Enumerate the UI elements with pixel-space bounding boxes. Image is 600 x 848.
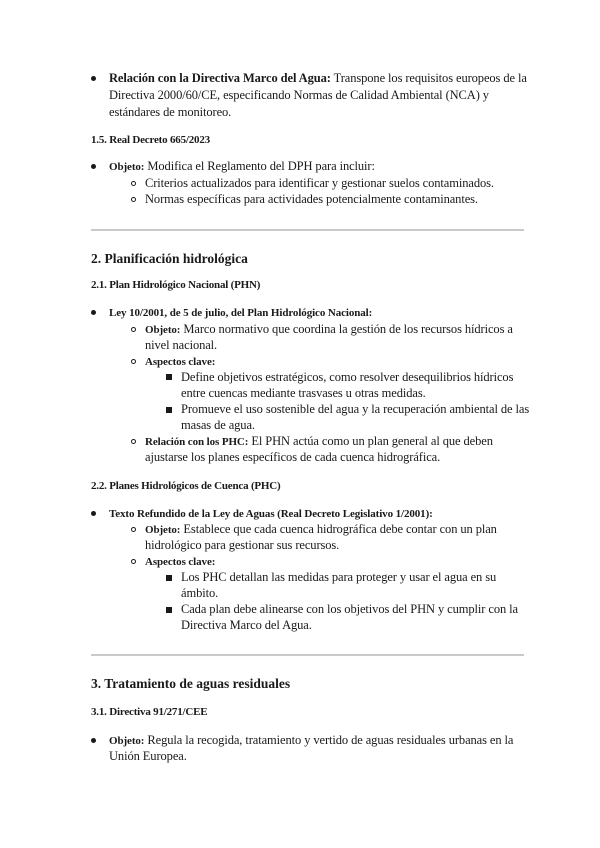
bullet-square xyxy=(166,607,172,613)
s2-2-aspect-1-line-1: Los PHC detallan las medidas para proteger y usar el agua en su xyxy=(181,570,497,584)
top-bullet-text-1: Transpone los requisitos europeos de la xyxy=(333,71,527,85)
s1-5-objeto-line xyxy=(109,158,529,175)
s2-2-law xyxy=(109,505,539,522)
s2-2-objeto-line-1 xyxy=(145,521,530,538)
bullet-circle xyxy=(131,197,136,202)
s3-1-objeto-label: Objeto: xyxy=(109,735,145,747)
bullet-dot xyxy=(91,76,96,81)
s2-1-law-text: Ley 10/2001, de 5 de julio, del Plan Hidrológico Nacional: xyxy=(109,307,373,319)
s2-2-aspectos-label xyxy=(145,553,215,570)
s2-1-aspect-1-line-1: Define objetivos estratégicos, como resolver desequilibrios hídricos xyxy=(181,370,514,384)
s2-1-relacion-text-2: ajustarse los planes específicos de cada cuenca hidrográfica. xyxy=(145,450,441,464)
horizontal-rule xyxy=(91,654,524,656)
s2-1-relacion-text-1: El PHN actúa como un plan general al que deben xyxy=(251,434,493,448)
s2-1-objeto-label: Objeto: xyxy=(145,324,181,336)
s1-5-sub-item-2: Normas específicas para actividades potencialmente contaminantes. xyxy=(145,192,478,206)
top-bullet-text-2: Directiva 2000/60/CE, especificando Normas de Calidad Ambiental (NCA) y xyxy=(109,88,489,102)
bullet-circle xyxy=(131,359,136,364)
s2-1-objeto-text-1: Marco normativo que coordina la gestión de los recursos hídricos a xyxy=(183,322,513,336)
bullet-circle xyxy=(131,439,136,444)
heading-3-1: 3.1. Directiva 91/271/CEE xyxy=(91,706,208,718)
bullet-square xyxy=(166,407,172,413)
s3-1-objeto-text-1: Regula la recogida, tratamiento y vertido de aguas residuales urbanas en la xyxy=(147,733,514,747)
heading-1-5: 1.5. Real Decreto 665/2023 xyxy=(91,134,210,146)
heading-2: 2. Planificación hidrológica xyxy=(91,251,248,266)
s2-1-relacion-line-1 xyxy=(145,433,530,450)
bullet-circle xyxy=(131,181,136,186)
heading-3: 3. Tratamiento de aguas residuales xyxy=(91,676,291,691)
s2-2-aspect-2-line-2: Directiva Marco del Agua. xyxy=(181,618,312,632)
s2-2-aspectos-text: Aspectos clave: xyxy=(145,556,216,568)
s2-1-relacion-label: Relación con los PHC: xyxy=(145,436,249,448)
s2-2-objeto-label: Objeto: xyxy=(145,524,181,536)
bullet-dot xyxy=(91,738,96,743)
s2-1-aspectos-text: Aspectos clave: xyxy=(145,356,216,368)
s3-1-objeto-text-2: Unión Europea. xyxy=(109,749,187,763)
heading-2-2: 2.2. Planes Hidrológicos de Cuenca (PHC) xyxy=(91,480,281,492)
s2-1-aspect-1-line-2: entre cuencas mediante trasvases u otras medidas. xyxy=(181,386,426,400)
bullet-square xyxy=(166,374,172,380)
horizontal-rule xyxy=(91,229,524,231)
bullet-circle xyxy=(131,559,136,564)
s2-1-aspect-2-line-1: Promueve el uso sostenible del agua y la recuperación ambiental de las xyxy=(181,402,530,416)
top-bullet-text-3: estándares de monitoreo. xyxy=(109,105,232,119)
bullet-circle xyxy=(131,327,136,332)
top-bullet-line-1 xyxy=(109,70,529,86)
bullet-square xyxy=(166,575,172,581)
s2-2-law-text: Texto Refundido de la Ley de Aguas (Real Decreto Legislativo 1/2001): xyxy=(109,508,433,520)
s1-5-objeto-text: Modifica el Reglamento del DPH para incluir: xyxy=(147,159,375,173)
bullet-dot xyxy=(91,511,96,516)
s2-2-objeto-text-1: Establece que cada cuenca hidrográfica debe contar con un plan xyxy=(183,522,497,536)
bullet-dot xyxy=(91,310,96,315)
bullet-circle xyxy=(131,527,136,532)
s1-5-sub-item-1: Criterios actualizados para identificar y gestionar suelos contaminados. xyxy=(145,176,494,190)
heading-2-1: 2.1. Plan Hidrológico Nacional (PHN) xyxy=(91,279,261,291)
bullet-dot xyxy=(91,164,96,169)
s1-5-objeto-label: Objeto: xyxy=(109,161,145,173)
s3-1-objeto-line-1 xyxy=(109,732,539,749)
s2-1-objeto-text-2: nivel nacional. xyxy=(145,338,218,352)
s2-2-aspect-2-line-1: Cada plan debe alinearse con los objetivos del PHN y cumplir con la xyxy=(181,602,518,616)
s2-1-law xyxy=(109,304,529,321)
s2-1-aspectos-label xyxy=(145,353,215,370)
s2-2-aspect-1-line-2: ámbito. xyxy=(181,586,219,600)
s2-1-objeto-line-1 xyxy=(145,321,530,338)
top-bullet-label: Relación con la Directiva Marco del Agua: xyxy=(109,71,331,85)
s2-1-aspect-2-line-2: masas de agua. xyxy=(181,418,255,432)
s2-2-objeto-text-2: hidrológico para gestionar sus recursos. xyxy=(145,538,340,552)
